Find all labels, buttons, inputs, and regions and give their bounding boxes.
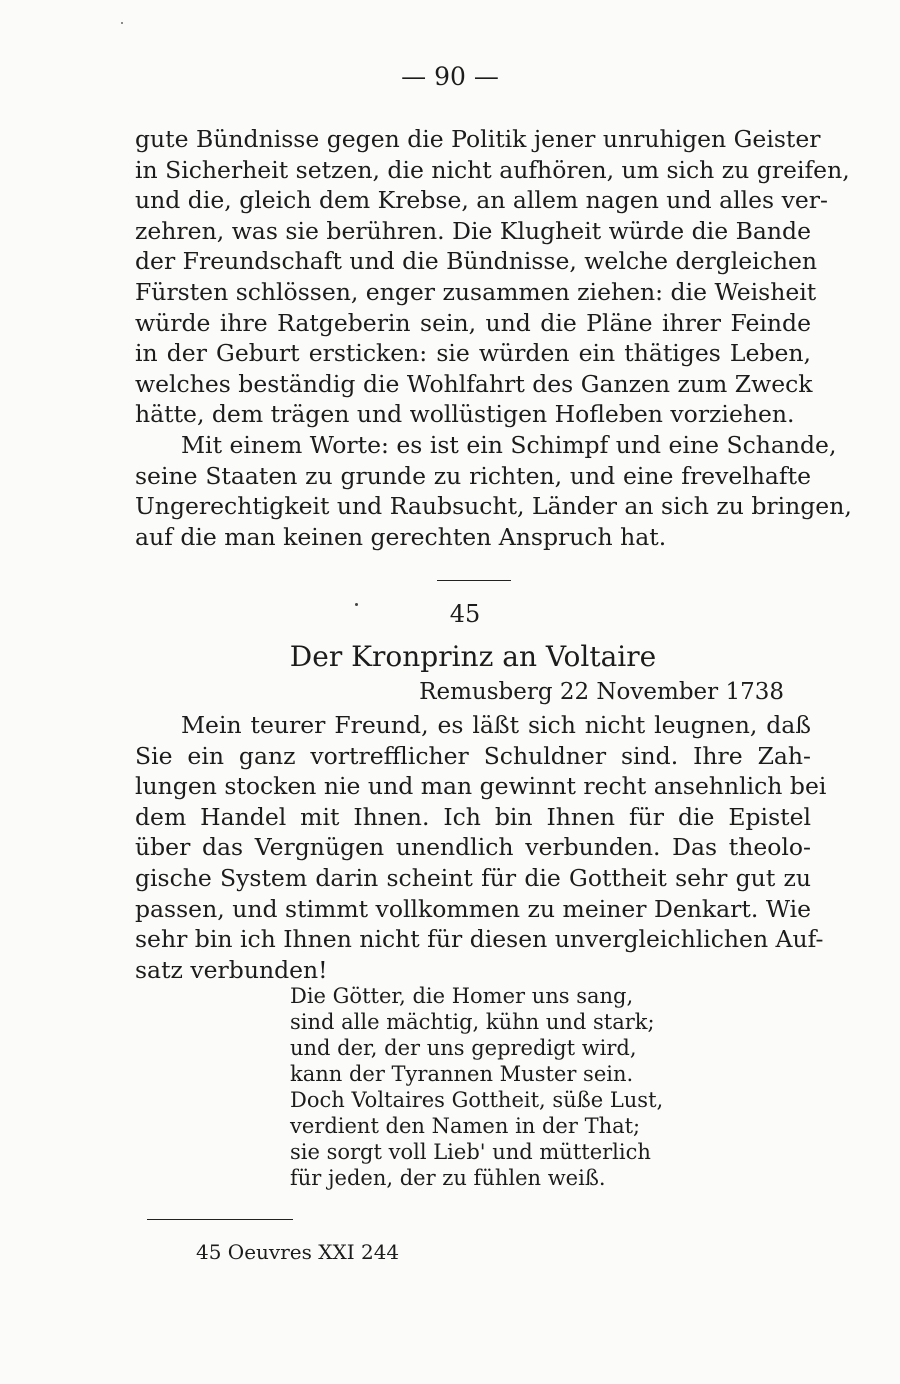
text-line: in der Geburt ersticken: sie würden ein thätiges Leben, (135, 339, 811, 368)
text-line: sehr bin ich Ihnen nicht für diesen unvergleichlichen Auf- (135, 925, 824, 954)
text-line: der Freundschaft und die Bündnisse, welche dergleichen (135, 247, 818, 276)
footnote-rule (147, 1219, 293, 1220)
poem-line: sie sorgt voll Lieb' und mütterlich (290, 1140, 651, 1164)
poem-line: kann der Tyrannen Muster sein. (290, 1062, 634, 1086)
text-line: würde ihre Ratgeberin sein, und die Pläne ihrer Feinde (135, 308, 811, 337)
letter-title: Der Kronprinz an Voltaire (289, 640, 657, 673)
text-line: Ungerechtigkeit und Raubsucht, Länder an sich zu bringen, (135, 492, 852, 521)
text-line: gute Bündnisse gegen die Politik jener unruhigen Geister (135, 125, 821, 153)
poem-line: verdient den Namen in der That; (290, 1114, 641, 1138)
poem-line: Doch Voltaires Gottheit, süße Lust, (290, 1088, 664, 1112)
text-line: passen, und stimmt vollkommen zu meiner Denkart. Wie (135, 894, 811, 923)
poem-line: sind alle mächtig, kühn und stark; (290, 1010, 655, 1034)
text-line: über das Vergnügen unendlich verbunden. Das theolo- (135, 833, 811, 862)
text-line: Mit einem Worte: es ist ein Schimpf und eine Schande, (181, 431, 837, 459)
text-line: gische System darin scheint für die Gottheit sehr gut zu (135, 863, 811, 892)
letter-number: 45 (449, 600, 481, 628)
text-line: satz verbunden! (135, 955, 328, 984)
poem-line: Die Götter, die Homer uns sang, (290, 984, 634, 1008)
dateline: Remusberg 22 November 1738 (419, 679, 784, 705)
text-line: auf die man keinen gerechten Anspruch hat. (135, 522, 667, 551)
paragraph-1 (135, 124, 850, 430)
speck (121, 22, 123, 24)
page-number: — 90 — (401, 62, 499, 91)
poem (290, 983, 663, 1191)
text-line: in Sicherheit setzen, die nicht aufhören, um sich zu greifen, (135, 155, 850, 184)
footnote: 45 Oeuvres XXI 244 (196, 1240, 400, 1264)
text-line: dem Handel mit Ihnen. Ich bin Ihnen für die Epistel (135, 802, 811, 831)
text-line: Sie ein ganz vortrefflicher Schuldner sind. Ihre Zah- (135, 741, 811, 770)
text-line: Fürsten schlössen, enger zusammen ziehen: die Weisheit (135, 277, 817, 306)
text-line: lungen stocken nie und man gewinnt recht ansehnlich bei (135, 772, 827, 801)
paragraph-2 (135, 430, 852, 552)
text-line: Mein teurer Freund, es läßt sich nicht leugnen, daß (181, 711, 811, 739)
section-rule (437, 580, 511, 581)
text-line: hätte, dem trägen und wollüstigen Hofleben vorziehen. (135, 400, 795, 429)
text-line: zehren, was sie berühren. Die Klugheit würde die Bande (135, 216, 811, 245)
paragraph-3 (135, 710, 827, 985)
poem-line: für jeden, der zu fühlen weiß. (290, 1166, 606, 1190)
text-line: und die, gleich dem Krebse, an allem nagen und alles ver- (135, 186, 828, 215)
text-line: welches beständig die Wohlfahrt des Ganzen zum Zweck (135, 369, 813, 398)
text-line: seine Staaten zu grunde zu richten, und eine frevelhafte (135, 461, 811, 490)
poem-line: und der, der uns gepredigt wird, (290, 1036, 637, 1060)
